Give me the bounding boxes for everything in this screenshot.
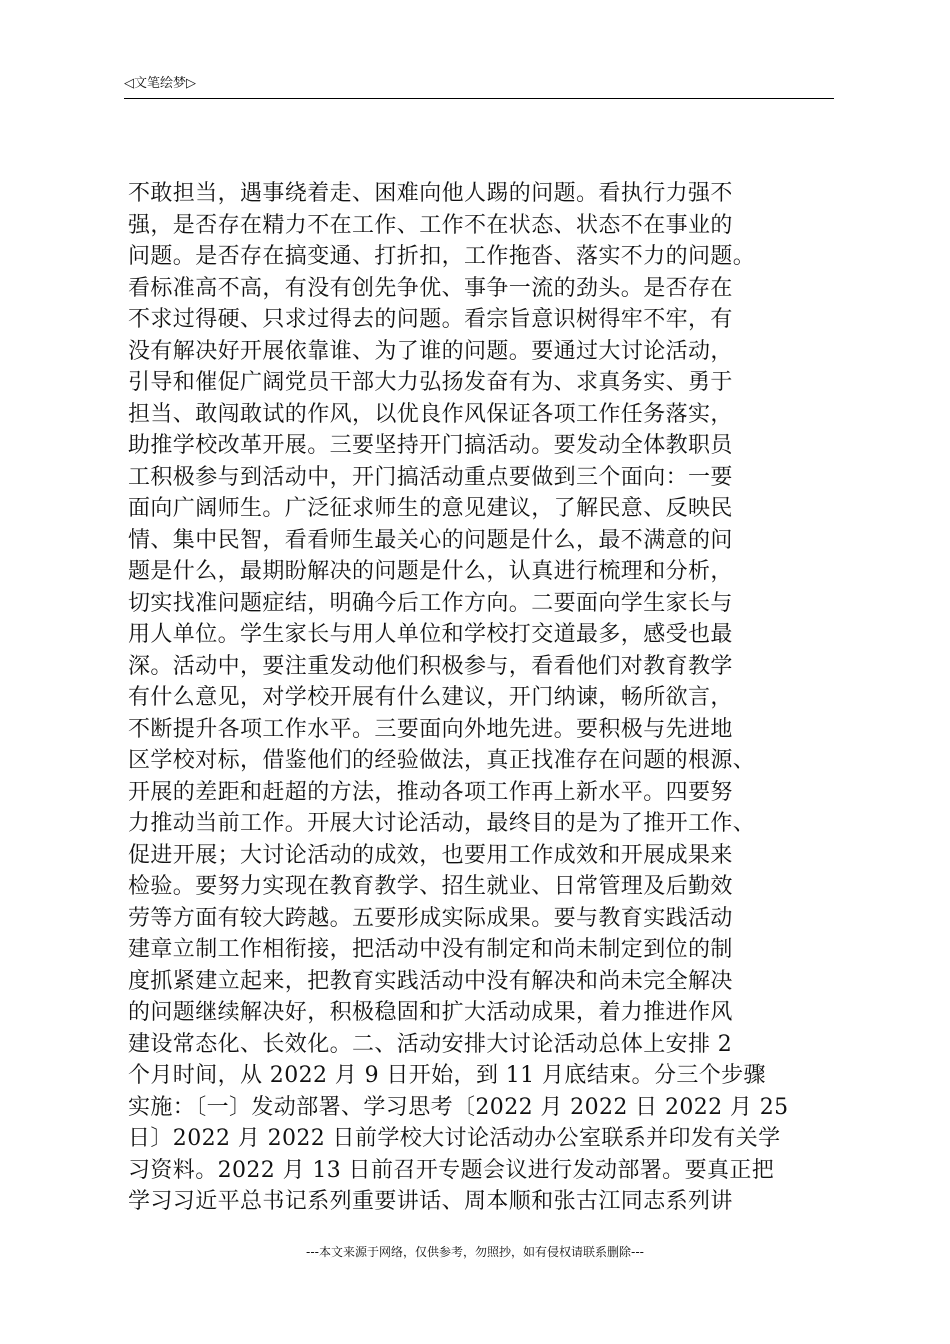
body-line: 工积极参与到活动中，开门搞活动重点要做到三个面向：一要 [128,464,733,490]
document-body [128,178,834,1218]
body-line: 助推学校改革开展。三要坚持开门搞活动。要发动全体教职员 [128,433,733,458]
body-line: 学习习近平总书记系列重要讲话、周本顺和张古江同志系列讲 [128,1189,733,1214]
body-line: 区学校对标，借鉴他们的经验做法，真正找准存在问题的根源、 [128,748,756,773]
body-line: 日〕2022 月 2022 日前学校大讨论活动办公室联系并印发有关学 [128,1126,781,1151]
body-line: 不求过得硬、只求过得去的问题。看宗旨意识树得牢不牢，有 [128,307,733,332]
body-line: 不断提升各项工作水平。三要面向外地先进。要积极与先进地 [128,716,733,742]
body-line: 情、集中民智，看看师生最关心的问题是什么，最不满意的问 [128,527,733,553]
body-line: 强，是否存在精力不在工作、工作不在状态、状态不在事业的 [128,212,733,238]
body-line: 促进开展；大讨论活动的成效，也要用工作成效和开展成果来 [128,842,733,868]
body-line: 的问题继续解决好，积极稳固和扩大活动成果，着力推进作风 [128,1000,733,1025]
body-line: 引导和催促广阔党员干部大力弘扬发奋有为、求真务实、勇于 [128,370,733,395]
body-line: 用人单位。学生家长与用人单位和学校打交道最多，感受也最 [128,622,733,647]
body-line: 建章立制工作相衔接，把活动中没有制定和尚未制定到位的制 [128,937,733,962]
body-line: 问题。是否存在搞变通、打折扣，工作拖沓、落实不力的问题。 [128,244,756,269]
body-line: 有什么意见，对学校开展有什么建议，开门纳谏，畅所欲言， [128,685,733,710]
header-label: ◁文笔绘梦▷ [124,76,196,91]
body-line: 习资料。2022 月 13 日前召开专题会议进行发动部署。要真正把 [128,1157,775,1183]
body-line: 个月时间，从 2022 月 9 日开始，到 11 月底结束。分三个步骤 [128,1063,766,1088]
body-line: 题是什么，最期盼解决的问题是什么，认真进行梳理和分析， [128,559,733,584]
body-line: 切实找准问题症结，明确今后工作方向。二要面向学生家长与 [128,590,733,616]
body-line: 力推动当前工作。开展大讨论活动，最终目的是为了推开工作、 [128,811,756,836]
body-line: 开展的差距和赶超的方法，推动各项工作再上新水平。四要努 [128,779,733,805]
body-line: 担当、敢闯敢试的作风，以优良作风保证各项工作任务落实， [128,401,733,427]
body-line: 实施：〔一〕发动部署、学习思考〔2022 月 2022 日 2022 月 25 [128,1094,789,1120]
page-header [124,76,834,99]
body-line: 不敢担当，遇事绕着走、困难向他人踢的问题。看执行力强不 [128,181,733,206]
body-line: 看标准高不高，有没有创先争优、事争一流的劲头。是否存在 [128,275,733,301]
body-line: 检验。要努力实现在教育教学、招生就业、日常管理及后勤效 [128,874,733,899]
footer-notice: ---本文来源于网络，仅供参考，勿照抄，如有侵权请联系删除--- [306,1245,644,1259]
body-line: 深。活动中，要注重发动他们积极参与，看看他们对教育教学 [128,653,733,679]
body-line: 建设常态化、长效化。二、活动安排大讨论活动总体上安排 2 [128,1031,733,1057]
body-line: 面向广阔师生。广泛征求师生的意见建议，了解民意、反映民 [128,496,733,521]
body-line: 劳等方面有较大跨越。五要形成实际成果。要与教育实践活动 [128,905,733,931]
body-line: 没有解决好开展依靠谁、为了谁的问题。要通过大讨论活动， [128,338,733,364]
body-line: 度抓紧建立起来，把教育实践活动中没有解决和尚未完全解决 [128,968,733,994]
